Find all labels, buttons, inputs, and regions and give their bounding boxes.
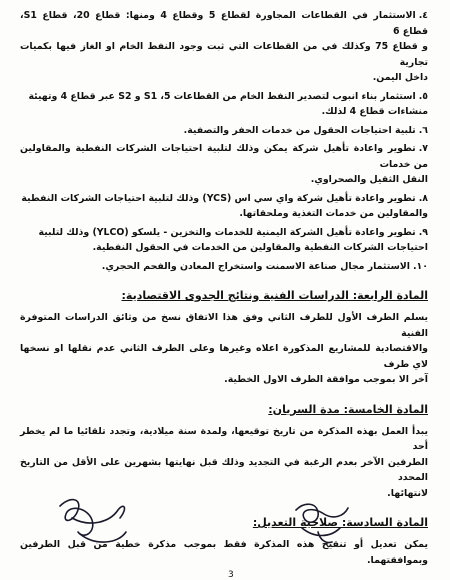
- objectives-list: [20, 8, 428, 274]
- list-item: ٦.تلبية احتياجات الحقول من خدمات الحفر والتصفية.: [183, 124, 428, 136]
- list-item: ٨.تطوير واعادة تأهيل شركة واي سي اس (YCS) وذلك لتلبية احتياجات الشركات النفطية والمقاولين من خدمات التغذية وملحقاتها.: [21, 192, 428, 219]
- list-item: ٤.الاستثمار في القطاعات المجاورة لقطاع 5 وقطاع 4 ومنها: قطاع 20، قطاع S1، قطاع 6 و قطاع 75 وكذلك في من القطاعات التي ثبت وجود النفط الخام او الغاز فيها بكميات تجارية داخل اليمن.: [20, 10, 428, 83]
- article-4-body: يسلم الطرف الأول للطرف الثاني وفق هذا الاتفاق نسخ من وثائق الدراسات المتوفرة الفنية والاقتصادية للمشاريع المذكورة اعلاه وغيرها وعلى الطرف الثاني عدم نقلها او نسخها لاي طرف آخر الا بموجب موافقة الطرف الاول الخطية.: [20, 312, 428, 385]
- article-4-heading: المادة الرابعة: الدراسات الفنية ونتائج الجدوى الاقتصادية:: [121, 289, 428, 302]
- article-6-body: يمكن تعديل أو تنقيح هذه المذكرة فقط بموجب مذكرة خطية من قبل الطرفين وبموافقتهما.: [20, 539, 428, 566]
- signature-right: [296, 504, 348, 542]
- page-number: 3: [228, 570, 234, 580]
- list-item: ٩.تطوير واعادة تأهيل الشركة اليمنية للخدمات والتخزين - يلسكو (YLCO) وذلك لتلبية احتياجات الشركات النفطية والمقاولين من الخدمات في الحقول النفطية.: [38, 226, 428, 253]
- article-5-heading: المادة الخامسة: مدة السريان:: [268, 402, 428, 416]
- article-5-body: يبدأ العمل بهذه المذكرة من تاريخ توقيعها، ولمدة سنة ميلادية، وتجدد تلقائيا ما لم يخطر أحد الطرفين الآخر بعدم الرغبة في التجديد وذلك قبل نهايتها بشهرين على الأقل من التاريخ المحدد لانتهائها.: [20, 425, 428, 499]
- list-item: ٧.تطوير واعادة تأهيل شركة يمكن وذلك لتلبية احتياجات الشركات النفطية والمقاولين من خدمات النقل الثقيل والصحراوي.: [20, 143, 428, 185]
- article-6-heading: المادة السادسة: صلاحية التعديل:: [252, 516, 428, 529]
- signatures: [0, 488, 450, 558]
- list-item: ١٠.الاستثمار مجال صناعة الاسمنت واستخراج المعادن والفحم الحجري.: [101, 260, 428, 272]
- list-item: ٥.استثمار بناء انبوب لتصدير النفط الخام من القطاعات 5، S1 و S2 عبر قطاع 4 وتهيئة منشاءات قطاع 4 لذلك.: [28, 90, 428, 117]
- signature-left: [60, 500, 126, 542]
